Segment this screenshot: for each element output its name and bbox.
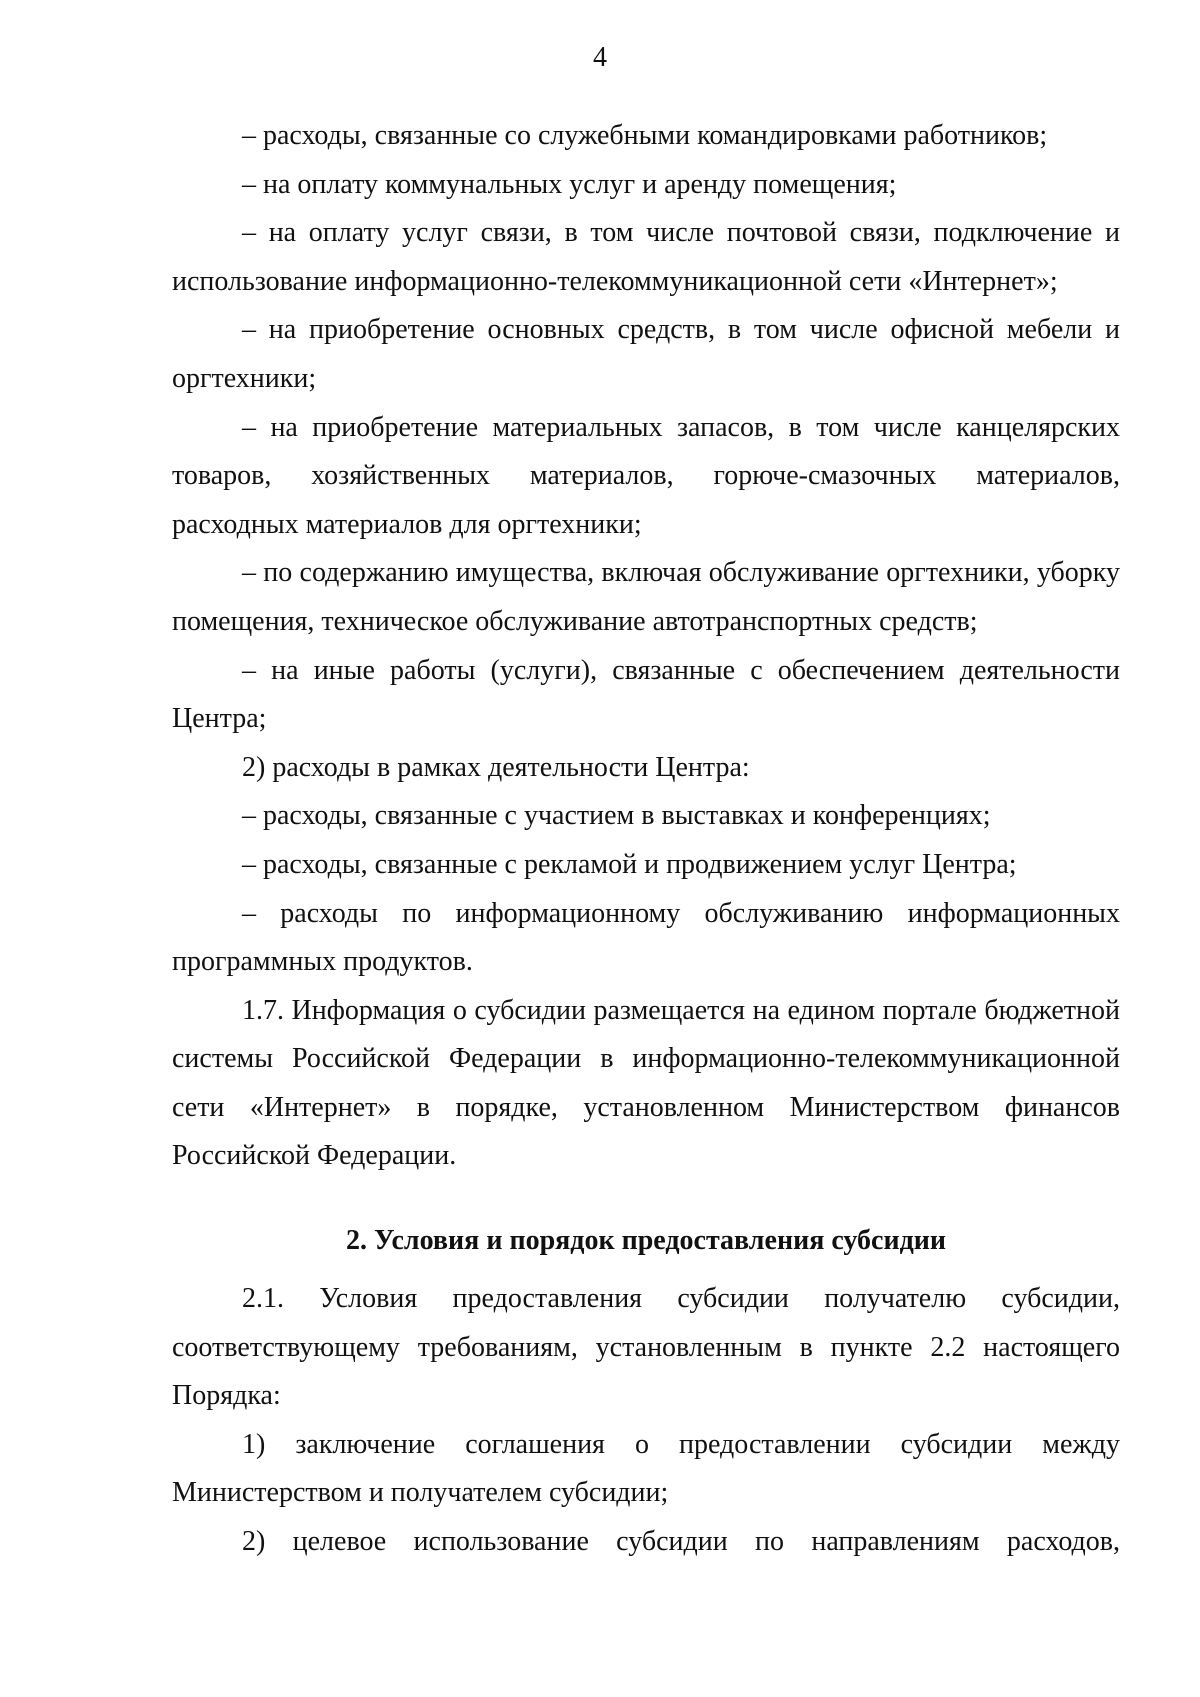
paragraph-1-7-subsidy-info: 1.7. Информация о субсидии размещается на едином портале бюджетной системы Российской Федерации в информационно-телекоммуникационной сети «Интернет» в порядке, установленном Министерством финансов Российской Федерации.: [172, 994, 1120, 1172]
paragraph-agreement-conclusion: 1) заключение соглашения о предоставлении субсидии между Министерством и получателем субсидии;: [172, 1428, 1120, 1509]
document-body: [172, 112, 1120, 1567]
section-heading: 2. Условия и порядок предоставления субсидии: [345, 1225, 947, 1257]
paragraph-material-stocks: – на приобретение материальных запасов, в том числе канцелярских товаров, хозяйственных материалов, горюче-смазочных материалов, расходных материалов для оргтехники;: [172, 411, 1120, 540]
paragraph-travel-expenses: – расходы, связанные со служебными командировками работников;: [242, 120, 1048, 151]
paragraph-exhibitions-conferences: – расходы, связанные с участием в выставках и конференциях;: [242, 800, 991, 832]
paragraph-fixed-assets: – на приобретение основных средств, в том числе офисной мебели и оргтехники;: [172, 314, 1120, 394]
paragraph-information-services: – расходы по информационному обслуживанию информационных программных продуктов.: [172, 897, 1120, 978]
paragraph-targeted-use: 2) целевое использование субсидии по направлениям расходов,: [242, 1526, 1120, 1558]
paragraph-property-maintenance: – по содержанию имущества, включая обслуживание оргтехники, уборку помещения, техническое обслуживание автотранспортных средств;: [172, 557, 1120, 637]
paragraph-utilities-rent: – на оплату коммунальных услуг и аренду помещения;: [242, 168, 897, 200]
paragraph-2-1-conditions: 2.1. Условия предоставления субсидии получателю субсидии, соответствующему требованиям, установленным в пункте 2.2 настоящего Порядка:: [172, 1283, 1120, 1412]
paragraph-center-activity-expenses: 2) расходы в рамках деятельности Центра:: [242, 751, 750, 783]
paragraph-advertising-promotion: – расходы, связанные с рекламой и продвижением услуг Центра;: [242, 848, 1017, 880]
paragraph-other-works: – на иные работы (услуги), связанные с обеспечением деятельности Центра;: [172, 654, 1120, 735]
page-number: 4: [593, 42, 607, 73]
paragraph-communication-services: – на оплату услуг связи, в том числе почтовой связи, подключение и использование информационно-телекоммуникационной сети «Интернет»;: [172, 217, 1120, 297]
